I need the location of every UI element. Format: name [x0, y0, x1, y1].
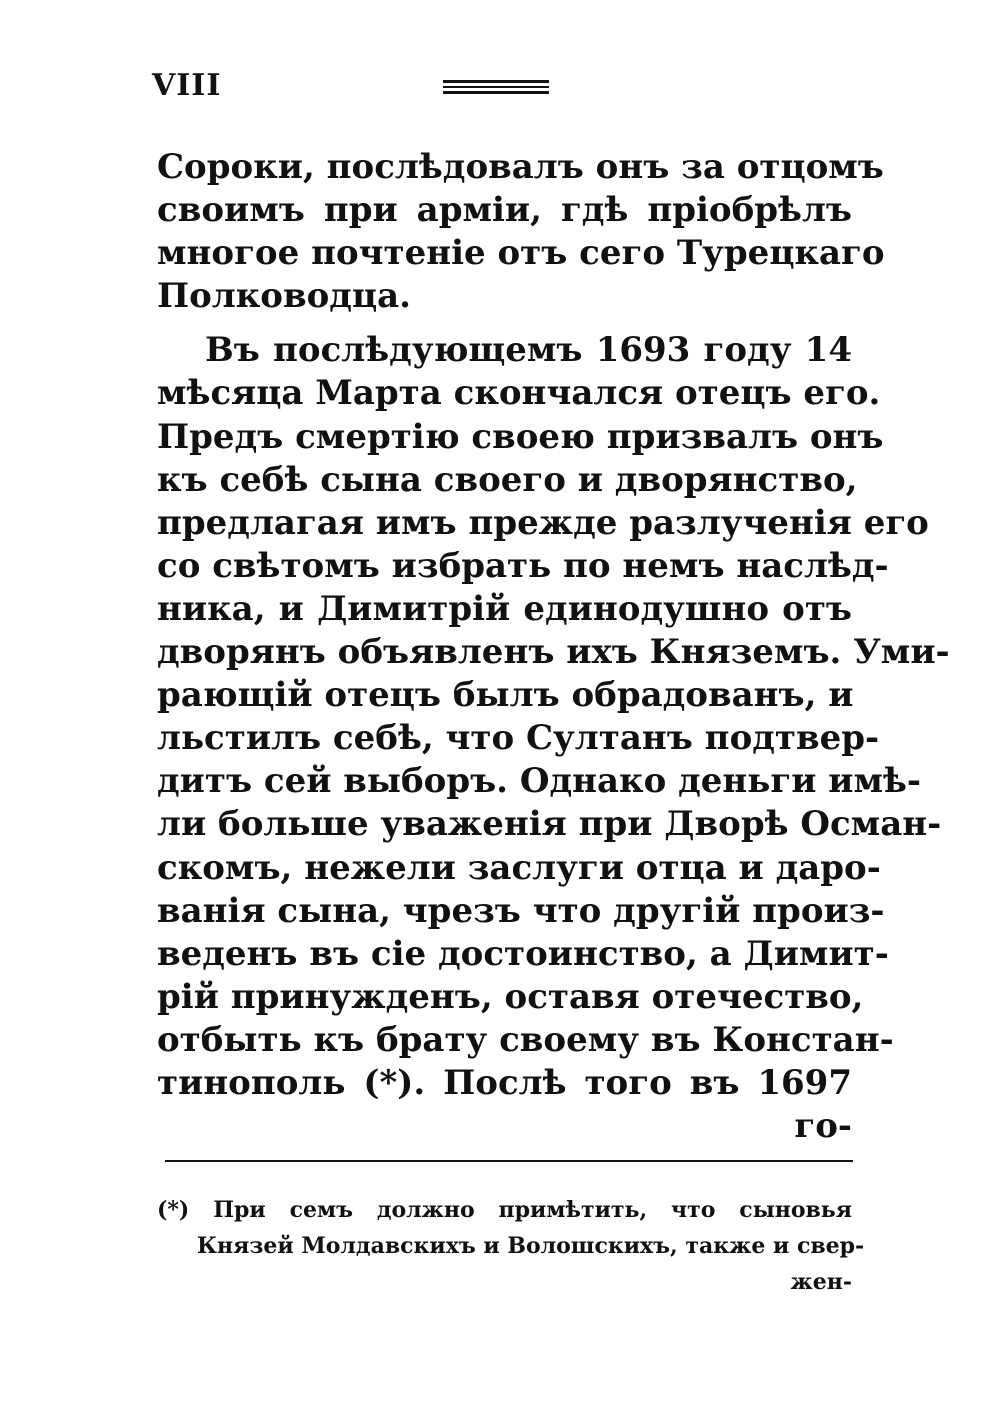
text-line: Полководца. [157, 276, 411, 317]
body-text [157, 146, 950, 1148]
text-line: дворянъ объявленъ ихъ Княземъ. Уми- [157, 632, 950, 673]
text-line: ли больше уваженія при Дворѣ Осман- [157, 804, 942, 845]
footnote-rule [165, 1160, 853, 1162]
text-line: Предъ смертію своею призвалъ онъ [157, 416, 884, 457]
text-line: Сороки, послѣдовалъ онъ за отцомъ [157, 147, 884, 187]
text-line: тинополь (*). Послѣ того въ 1697 [157, 1062, 852, 1103]
text-line: со свѣтомъ избрать по немъ наслѣд- [157, 545, 889, 586]
text-line: отбыть къ брату своему въ Констан- [157, 1019, 894, 1060]
text-line: мѣсяца Марта скончался отецъ его. [157, 373, 881, 414]
text-line: дитъ сей выборъ. Однако деньги имѣ- [157, 761, 922, 802]
text-line: скомъ, нежели заслуги отца и даро- [157, 847, 881, 888]
text-line: ника, и Димитрій единодушно отъ [157, 588, 852, 629]
page-number: VIII [152, 68, 222, 103]
text-line: веденъ въ сіе достоинство, а Димит- [157, 933, 889, 974]
text-line: Въ послѣдующемъ 1693 году 14 [205, 330, 852, 371]
text-line: рающій отецъ былъ обрадованъ, и [157, 675, 854, 716]
text-line: многое почтеніе отъ сего Турецкаго [157, 233, 885, 274]
text-line: рій принужденъ, оставя отечество, [157, 976, 864, 1017]
text-line: своимъ при арміи, гдѣ пріобрѣлъ [157, 190, 852, 231]
footnote [157, 1192, 865, 1300]
text-line: предлагая имъ прежде разлученія его [157, 502, 929, 543]
footnote-catchword: жен- [790, 1269, 852, 1295]
footnote-line: (*) При семъ должно примѣтить, что сыновья [157, 1197, 852, 1223]
footnote-line: Князей Молдавскихъ и Волошскихъ, также и свер- [197, 1233, 865, 1259]
text-line: ванія сына, чрезъ что другій произ- [157, 890, 885, 931]
double-rule-ornament [443, 80, 549, 97]
text-line: къ себѣ сына своего и дворянство, [157, 459, 858, 500]
catchword: го- [794, 1106, 852, 1147]
text-line: льстилъ себѣ, что Султанъ подтвер- [157, 718, 880, 759]
paragraph-gap [157, 318, 852, 329]
